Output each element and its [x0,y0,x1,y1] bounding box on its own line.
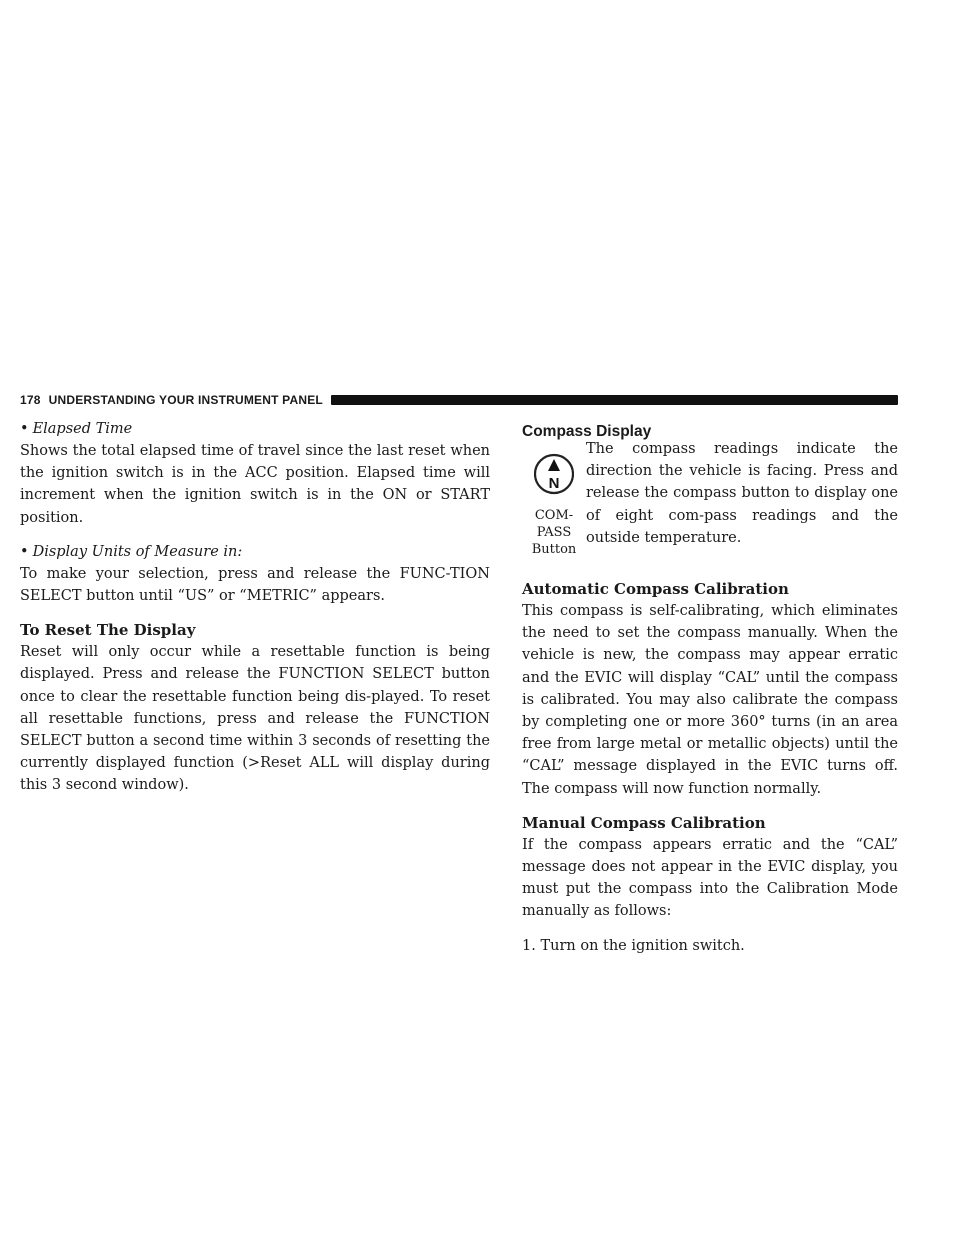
paragraph-reset-display: Reset will only occur while a resettable function is being displayed. Press and release the FUNCTION SELECT button once to clear the resettable function being dis-played. To reset all resettable functions, press and release the FUNCTION SELECT button a second time within 3 seconds of resetting the currently displayed function (>Reset ALL will display during this 3 second window). [20,644,490,794]
bullet-dot: • [20,543,29,560]
caption-line: PASS [536,525,572,541]
left-column [20,418,490,809]
running-head: UNDERSTANDING YOUR INSTRUMENT PANEL [48,393,323,407]
bullet-title: Elapsed Time [32,421,133,437]
paragraph-display-units: To make your selection, press and release the FUNC-TION SELECT button until “US” or “METRIC” appears. [20,565,490,605]
compass-figure [522,452,586,558]
heading-reset-display: To Reset The Display [20,621,196,640]
paragraph-compass-display: The compass readings indicate the direction the vehicle is facing. Press and release the compass button to display one of eight com-pass readings and the outside temperature. [586,441,898,546]
bullet-elapsed-time [20,418,490,440]
right-column [522,418,898,969]
paragraph-manual-calibration: If the compass appears erratic and the “CAL” message does not appear in the EVIC display, you must put the compass into the Calibration Mode manually as follows: [522,836,898,920]
compass-figure-block [522,441,898,578]
heading-automatic-calibration: Automatic Compass Calibration [522,580,789,598]
paragraph-elapsed-time: Shows the total elapsed time of travel since the last reset when the ignition switch is in the ACC position. Elapsed time will increment when the ignition switch is in the ON or START position. [20,443,490,526]
compass-caption [522,507,586,558]
page-number: 178 [20,393,41,407]
bullet-title: Display Units of Measure in: [32,543,243,560]
bullet-display-units [20,541,490,563]
compass-button-icon [534,452,574,496]
step-1: 1. Turn on the ignition switch. [522,937,745,954]
caption-line: COM- [534,508,574,524]
caption-line: Button [531,542,577,558]
section-title-compass-display: Compass Display [522,423,652,440]
page-header [20,390,898,410]
bullet-dot: • [20,421,29,437]
heading-manual-calibration: Manual Compass Calibration [522,813,766,832]
header-rule [331,395,898,405]
paragraph-automatic-calibration: This compass is self-calibrating, which eliminates the need to set the compass manually. When the vehicle is new, the compass may appear erratic and the EVIC will display “CAL” until the compass is calibrated. You may also calibrate the compass by completing one or more 360° turns (in an area free from large metal or metallic objects) until the “CAL” message displayed in the EVIC turns off. The compass will now function normally. [522,603,898,797]
compass-icon-letter: N [548,475,560,492]
